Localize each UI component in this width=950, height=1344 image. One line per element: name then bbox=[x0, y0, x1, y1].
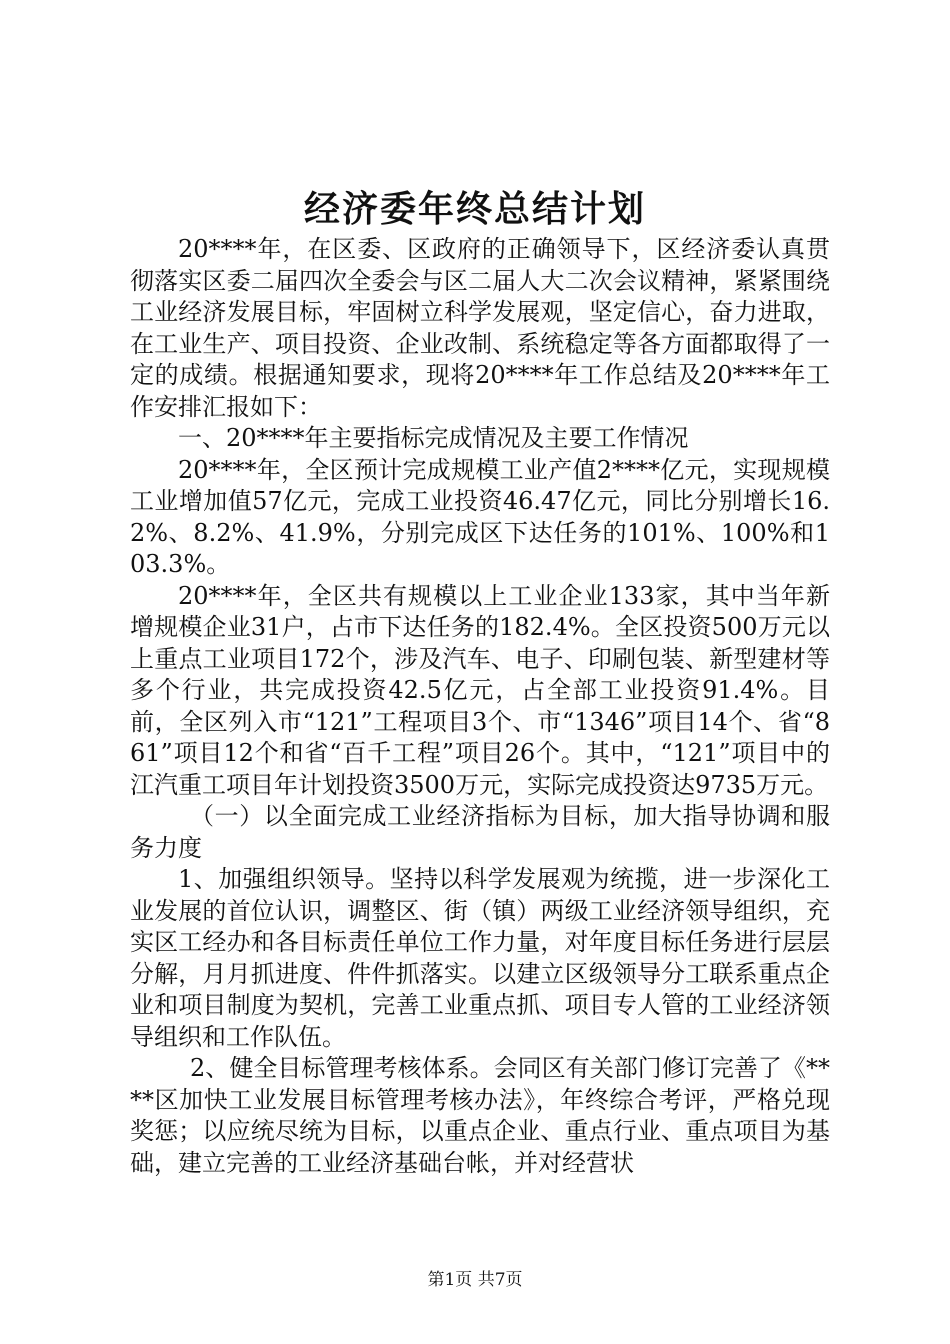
item-paragraph-1: 1、加强组织领导。坚持以科学发展观为统揽，进一步深化工业发展的首位认识，调整区、街（镇）两级工业经济领导组织，充实区工经办和各目标责任单位工作力量，对年度目标任务进行层层分解，月月抓进度、件件抓落实。以建立区级领导分工联系重点企业和项目制度为契机，完善工业重点抓、项目专人管的工业经济领导组织和工作队伍。 bbox=[130, 865, 830, 1051]
enterprise-paragraph: 20****年，全区共有规模以上工业企业133家，其中当年新增规模企业31户，占市下达任务的182.4%。全区投资500万元以上重点工业项目172个，涉及汽车、电子、印刷包装、新型建材等多个行业，共完成投资42.5亿元，占全部工业投资91.4%。目前，全区列入市“121”工程项目3个、市“1346”项目14个、省“861”项目12个和省“百千工程”项目26个。其中，“121”项目中的江汽重工项目年计划投资3500万元，实际完成投资达9735万元。 bbox=[130, 581, 830, 799]
intro-paragraph: 20****年，在区委、区政府的正确领导下，区经济委认真贯彻落实区委二届四次全委会与区二届人大二次会议精神，紧紧围绕工业经济发展目标，牢固树立科学发展观，坚定信心，奋力进取，在工业生产、项目投资、企业改制、系统稳定等各方面都取得了一定的成绩。根据通知要求，现将20****年工作总结及20****年工作安排汇报如下： bbox=[130, 235, 830, 421]
item-paragraph-2: 2、健全目标管理考核体系。会同区有关部门修订完善了《****区加快工业发展目标管理考核办法》，年终综合考评，严格兑现奖惩；以应统尽统为目标，以重点企业、重点行业、重点项目为基础，建立完善的工业经济基础台帐，并对经营状 bbox=[130, 1054, 830, 1177]
indicator-paragraph: 20****年，全区预计完成规模工业产值2****亿元，实现规模工业增加值57亿元，完成工业投资46.47亿元，同比分别增长16.2%、8.2%、41.9%，分别完成区下达任务的101%、100%和103.3%。 bbox=[130, 455, 830, 578]
section-heading: 一、20****年主要指标完成情况及主要工作情况 bbox=[178, 424, 689, 452]
document-body bbox=[130, 234, 830, 1179]
subsection-heading: （一）以全面完成工业经济指标为目标，加大指导协调和服务力度 bbox=[130, 802, 830, 862]
page-title: 经济委年终总结计划 bbox=[303, 188, 646, 230]
page-number: 第1页 共7页 bbox=[427, 1270, 523, 1290]
